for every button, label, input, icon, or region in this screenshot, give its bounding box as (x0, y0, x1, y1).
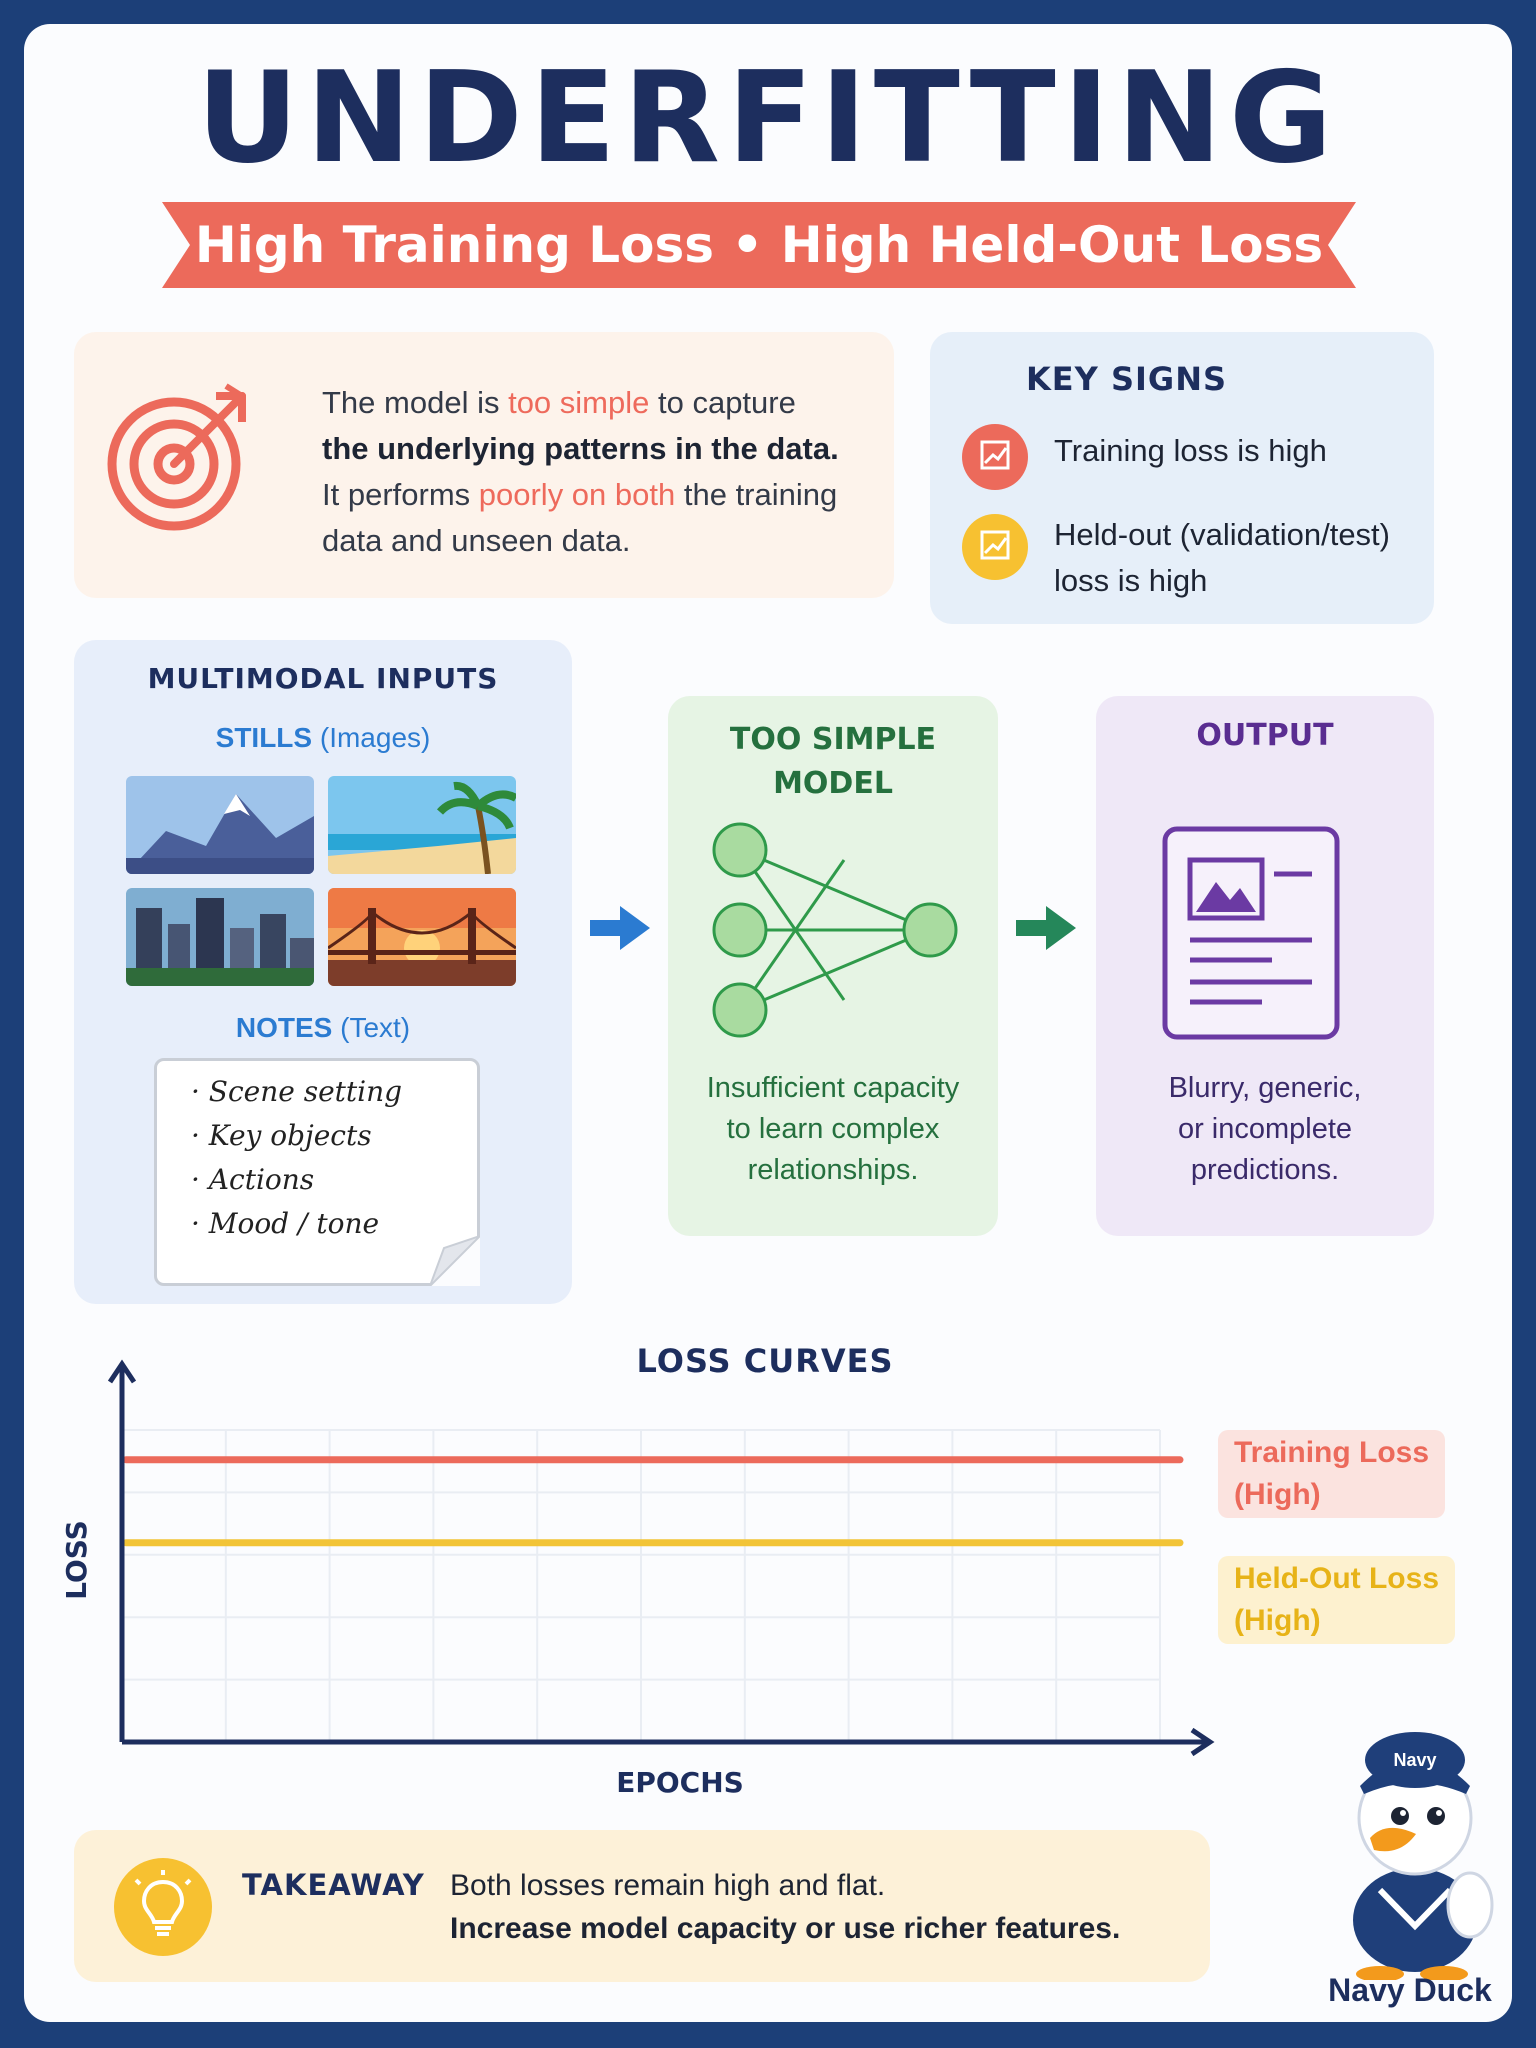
stills-label-paren: (Images) (319, 722, 431, 753)
model-caption-line: Insufficient capacity (706, 1072, 960, 1104)
lightbulb-icon (114, 1858, 212, 1956)
takeaway-text (450, 1864, 1120, 1950)
document-icon (1162, 826, 1342, 1040)
chart-title: LOSS CURVES (636, 1342, 894, 1380)
intro-panel (74, 332, 894, 598)
navy-duck-mascot (1320, 1700, 1510, 1980)
intro-highlight: poorly on both (478, 477, 676, 512)
beach-image (328, 776, 516, 874)
note-item: · Key objects (191, 1119, 372, 1152)
note-item: · Scene setting (191, 1075, 403, 1108)
city-image (126, 888, 314, 986)
output-title: OUTPUT (1196, 718, 1334, 753)
loss-chart (50, 1350, 1250, 1770)
page-curl-icon (430, 1236, 480, 1286)
takeaway-label: TAKEAWAY (242, 1868, 425, 1902)
model-title-line: TOO SIMPLE (729, 722, 937, 757)
key-signs-panel (930, 332, 1434, 624)
bridge-sunset-image (328, 888, 516, 986)
legend-training-loss (1218, 1430, 1445, 1518)
page-title: UNDERFITTING (196, 44, 1340, 191)
subtitle-ribbon (162, 202, 1356, 288)
intro-text: It performs (322, 477, 479, 512)
legend-training-loss-line: Training Loss (1234, 1436, 1430, 1469)
arrow-right-icon (590, 904, 652, 952)
chart-y-label: LOSS (60, 1520, 93, 1600)
legend-heldout-loss-line: Held-Out Loss (1234, 1562, 1440, 1595)
model-title (668, 718, 998, 806)
model-panel (668, 696, 998, 1236)
intro-text: to capture (649, 385, 796, 420)
key-signs-title: KEY SIGNS (1026, 360, 1228, 398)
model-title-line: MODEL (773, 766, 893, 801)
model-caption (668, 1068, 998, 1191)
trend-up-icon (962, 514, 1028, 580)
output-caption-line: predictions. (1190, 1154, 1340, 1186)
notes-card (154, 1058, 480, 1286)
takeaway-panel (74, 1830, 1210, 1982)
legend-training-loss-line: (High) (1234, 1478, 1321, 1511)
output-panel (1096, 696, 1434, 1236)
note-item: · Mood / tone (191, 1207, 380, 1240)
notes-label (74, 1012, 572, 1044)
legend-heldout-loss (1218, 1556, 1455, 1644)
output-caption-line: Blurry, generic, (1168, 1072, 1362, 1104)
intro-text-strong: the underlying patterns in the data. (322, 431, 839, 466)
notes-label-paren: (Text) (340, 1012, 411, 1043)
stills-label-text: STILLS (215, 722, 313, 753)
neural-network-icon (704, 820, 964, 1040)
mountain-image (126, 776, 314, 874)
output-caption-line: or incomplete (1177, 1113, 1353, 1145)
mascot-name: Navy Duck (1328, 1972, 1492, 2008)
target-icon (104, 382, 254, 532)
intro-highlight: too simple (508, 385, 650, 420)
sign-training-loss: Training loss is high (1054, 433, 1327, 468)
output-caption (1096, 1068, 1434, 1191)
hat-text: Navy (1393, 1750, 1437, 1770)
notes-label-text: NOTES (235, 1012, 333, 1043)
sign-heldout-loss: Held-out (validation/test) loss is high (1054, 517, 1390, 598)
intro-text: The model is (322, 385, 509, 420)
arrow-right-icon (1016, 904, 1078, 952)
model-caption-line: to learn complex (726, 1113, 940, 1145)
takeaway-line-strong: Increase model capacity or use richer features. (450, 1912, 1121, 1945)
inputs-title: MULTIMODAL INPUTS (147, 662, 499, 695)
note-item: · Actions (191, 1163, 315, 1196)
intro-text: the training (675, 477, 838, 512)
model-caption-line: relationships. (747, 1154, 919, 1186)
chart-x-label: EPOCHS (616, 1766, 744, 1799)
takeaway-line: Both losses remain high and flat. (450, 1869, 886, 1902)
intro-description (322, 380, 882, 564)
stills-label (74, 722, 572, 754)
legend-heldout-loss-line: (High) (1234, 1604, 1321, 1637)
intro-text: data and unseen data. (322, 523, 631, 558)
trend-up-icon (962, 424, 1028, 490)
multimodal-inputs-panel (74, 640, 572, 1304)
subtitle-text: High Training Loss • High Held-Out Loss (194, 216, 1324, 274)
